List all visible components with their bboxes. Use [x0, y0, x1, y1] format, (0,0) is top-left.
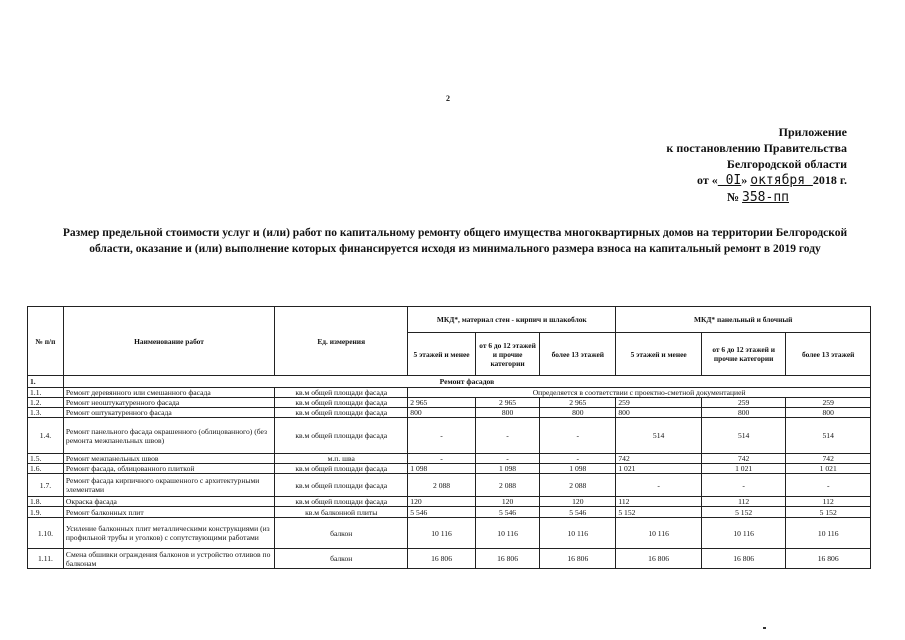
row-num: 1.6.: [28, 464, 64, 474]
row-num: 1.7.: [28, 474, 64, 497]
row-value: 16 806: [616, 549, 702, 569]
row-value: 1 098: [475, 464, 539, 474]
row-value: 112: [616, 497, 702, 507]
row-value: 2 088: [408, 474, 476, 497]
appendix-line: Приложение: [778, 125, 847, 139]
table-row: [28, 518, 871, 549]
row-value: 800: [540, 408, 616, 418]
row-value: 1 098: [540, 464, 616, 474]
table-row: [28, 398, 871, 408]
row-value: 259: [701, 398, 786, 408]
row-name: Ремонт неоштукатуренного фасада: [63, 398, 274, 408]
row-value: 16 806: [408, 549, 476, 569]
row-unit: кв.м общей площади фасада: [275, 398, 408, 408]
row-value: 1 098: [408, 464, 476, 474]
table-row: [28, 549, 871, 569]
row-value: 514: [616, 418, 702, 454]
row-value: 742: [786, 454, 871, 464]
row-num: 1.9.: [28, 507, 64, 518]
subheader-cell: более 13 этажей: [786, 333, 871, 376]
table-row: [28, 464, 871, 474]
table-row: [28, 388, 871, 398]
document-title: Размер предельной стоимости услуг и (или) работ по капитальному ремонту общего имущества многоквартирных домов на территории Белгородской области, оказание и (или) выполнение которых финансируется исходя из минимального размера взноса на капитальный ремонт в 2019 году: [62, 227, 848, 255]
row-unit: кв.м общей площади фасада: [275, 474, 408, 497]
row-num: 1.10.: [28, 518, 64, 549]
row-num: 1.2.: [28, 398, 64, 408]
row-value: 16 806: [701, 549, 786, 569]
row-value: 112: [786, 497, 871, 507]
row-value: 120: [540, 497, 616, 507]
header-row: [28, 307, 871, 333]
row-value: 2 965: [475, 398, 539, 408]
row-value: 120: [475, 497, 539, 507]
subheader-cell: 5 этажей и менее: [616, 333, 702, 376]
date-month: октября: [750, 173, 813, 188]
row-value: 1 021: [616, 464, 702, 474]
table-row: [28, 408, 871, 418]
row-value: -: [408, 454, 476, 464]
date-day: 0I: [717, 173, 742, 188]
appendix-date: [607, 172, 847, 189]
table-body: [28, 398, 871, 569]
header-name: Наименование работ: [63, 307, 274, 376]
row-unit: балкон: [275, 518, 408, 549]
row-value: -: [475, 454, 539, 464]
row-name: Ремонт фасада, облицованного плиткой: [63, 464, 274, 474]
section-num: 1.: [28, 376, 64, 388]
row-value: 2 965: [408, 398, 476, 408]
row-value: 1 021: [701, 464, 786, 474]
row-value: 5 152: [616, 507, 702, 518]
date-year: 2018 г.: [812, 173, 847, 187]
row-num: 1.3.: [28, 408, 64, 418]
row-value: 5 546: [475, 507, 539, 518]
row-value: 800: [408, 408, 476, 418]
row-num: 1.5.: [28, 454, 64, 464]
row-value: 10 116: [786, 518, 871, 549]
row-num: 1.8.: [28, 497, 64, 507]
row-value: 16 806: [786, 549, 871, 569]
row-value: 16 806: [475, 549, 539, 569]
subheader-cell: от 6 до 12 этажей и прочие категории: [701, 333, 786, 376]
header-num: № п/п: [28, 307, 64, 376]
row-value: 5 152: [701, 507, 786, 518]
row-value: 514: [786, 418, 871, 454]
section-label: Ремонт фасадов: [63, 376, 870, 388]
section-row: [28, 376, 871, 388]
row-value: 10 116: [540, 518, 616, 549]
row-value: -: [540, 454, 616, 464]
row-value: 10 116: [408, 518, 476, 549]
appendix-block: [607, 124, 847, 206]
row-value: -: [616, 474, 702, 497]
row-name: Смена обшивки ограждения балконов и устройство отливов по балконам: [63, 549, 274, 569]
row-value: 800: [701, 408, 786, 418]
row-value: -: [475, 418, 539, 454]
table-row: [28, 474, 871, 497]
row-unit: кв.м общей площади фасада: [275, 388, 408, 398]
row-value: 742: [701, 454, 786, 464]
scan-mark: [763, 627, 766, 629]
subheader-cell: от 6 до 12 этажей и прочие категории: [475, 333, 539, 376]
row-value: 259: [786, 398, 871, 408]
row-num: 1.4.: [28, 418, 64, 454]
row-name: Ремонт межпанельных швов: [63, 454, 274, 464]
row-unit: кв.м общей площади фасада: [275, 464, 408, 474]
cost-table: [27, 306, 871, 569]
row-unit: кв.м общей площади фасада: [275, 408, 408, 418]
subheader-cell: более 13 этажей: [540, 333, 616, 376]
row-value: 514: [701, 418, 786, 454]
row-value: 5 546: [540, 507, 616, 518]
row-value: 10 116: [475, 518, 539, 549]
table-row: [28, 454, 871, 464]
row-value: 16 806: [540, 549, 616, 569]
date-mid: »: [741, 173, 751, 187]
row-name: Ремонт балконных плит: [63, 507, 274, 518]
row-value: 2 088: [475, 474, 539, 497]
row-value: 10 116: [701, 518, 786, 549]
row-value: 112: [701, 497, 786, 507]
row-value: -: [701, 474, 786, 497]
row-value: 800: [616, 408, 702, 418]
row-num: 1.11.: [28, 549, 64, 569]
row-name: Ремонт панельного фасада окрашенного (облицованного) (без ремонта межпанельных швов): [63, 418, 274, 454]
row-name: Окраска фасада: [63, 497, 274, 507]
row-value: 800: [475, 408, 539, 418]
table-row: [28, 418, 871, 454]
number-prefix: №: [726, 190, 743, 204]
row-value: 800: [786, 408, 871, 418]
header-group-brick: МКД*, материал стен - кирпич и шлакоблок: [408, 307, 616, 333]
row-value: 5 546: [408, 507, 476, 518]
row-unit: кв.м общей площади фасада: [275, 418, 408, 454]
subheader-cell: 5 этажей и менее: [408, 333, 476, 376]
row-unit: кв.м балконной плиты: [275, 507, 408, 518]
row-value: 1 021: [786, 464, 871, 474]
row-merged-note: Определяется в соответствии с проектно-сметной документацией: [408, 388, 871, 398]
appendix-line: к постановлению Правительства: [666, 141, 847, 155]
row-name: Усиление балконных плит металлическими конструкциями (из профильной трубы и уголков) с сопутствующими работами: [63, 518, 274, 549]
row-num: 1.1.: [28, 388, 64, 398]
number-value: 358-пп: [742, 190, 789, 205]
header-unit: Ед. измерения: [275, 307, 408, 376]
row-value: 2 965: [540, 398, 616, 408]
row-value: 742: [616, 454, 702, 464]
table-row: [28, 507, 871, 518]
row-value: 120: [408, 497, 476, 507]
header-group-panel: МКД* панельный и блочный: [616, 307, 871, 333]
page-number: 2: [446, 94, 450, 103]
row-name: Ремонт оштукатуренного фасада: [63, 408, 274, 418]
row-unit: м.п. шва: [275, 454, 408, 464]
row-value: -: [408, 418, 476, 454]
date-prefix: от «: [697, 173, 718, 187]
row-name: Ремонт фасада кирпичного окрашенного с архитектурными элементами: [63, 474, 274, 497]
row-value: 10 116: [616, 518, 702, 549]
row-name: Ремонт деревянного или смешанного фасада: [63, 388, 274, 398]
row-unit: балкон: [275, 549, 408, 569]
appendix-line: Белгородской области: [726, 157, 847, 171]
appendix-number: [607, 189, 847, 206]
table-row: [28, 497, 871, 507]
row-value: -: [786, 474, 871, 497]
row-unit: кв.м общей площади фасада: [275, 497, 408, 507]
row-value: 259: [616, 398, 702, 408]
row-value: 2 088: [540, 474, 616, 497]
row-value: 5 152: [786, 507, 871, 518]
row-value: -: [540, 418, 616, 454]
